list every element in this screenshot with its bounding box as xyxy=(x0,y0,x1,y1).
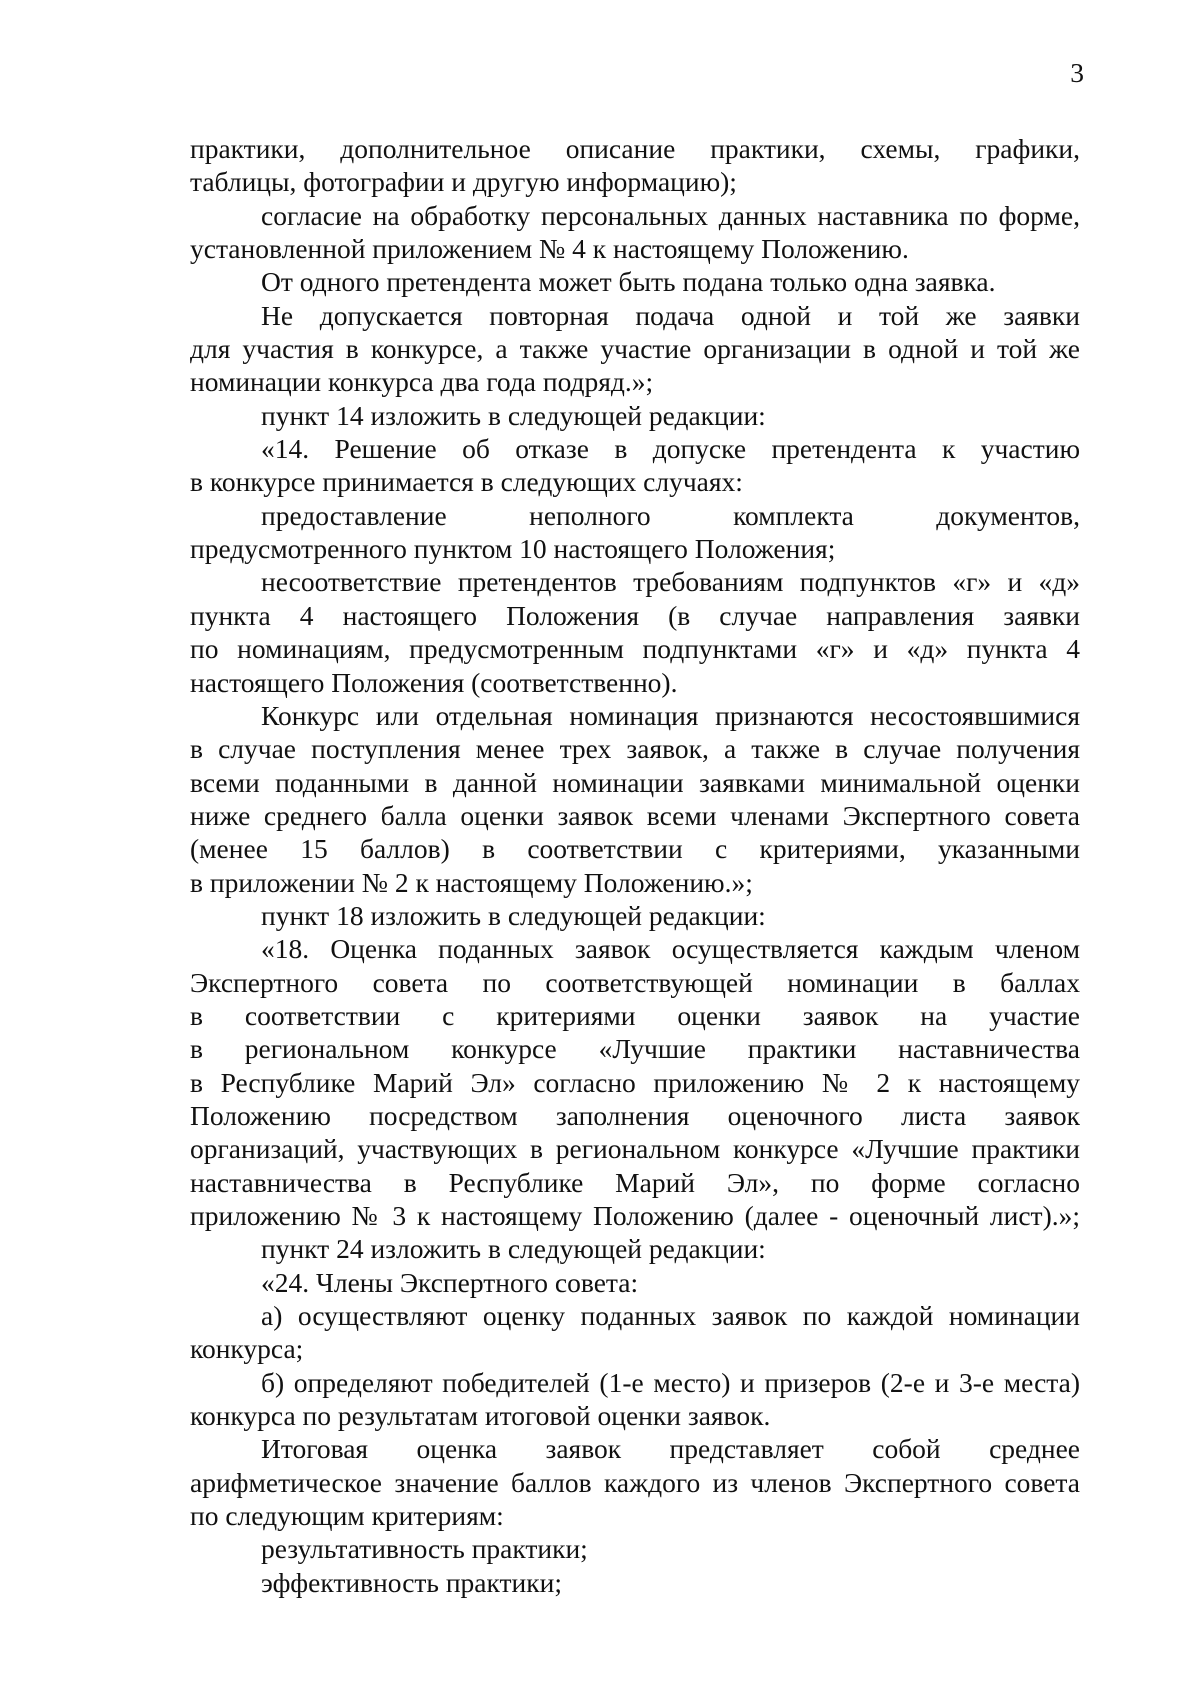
text-line: в конкурсе принимается в следующих случаях: xyxy=(190,466,743,498)
text-line: в приложении № 2 к настоящему Положению.»; xyxy=(190,866,753,898)
text-line: «18. Оценка поданных заявок осуществляется каждым членом xyxy=(261,933,1080,965)
text-line: предоставление неполного комплекта документов, xyxy=(261,499,1080,531)
text-line: результативность практики; xyxy=(261,1533,588,1565)
text-line: пункт 18 изложить в следующей редакции: xyxy=(261,899,766,931)
text-line: практики, дополнительное описание практики, схемы, графики, xyxy=(190,133,1080,164)
text-line: От одного претендента может быть подана только одна заявка. xyxy=(261,266,996,298)
text-line: ниже среднего балла оценки заявок всеми членами Экспертного совета xyxy=(190,799,1080,831)
text-line: эффективность практики; xyxy=(261,1566,562,1598)
document-body xyxy=(190,132,1080,1599)
text-line: б) определяют победителей (1-е место) и призеров (2-е и 3-е места) xyxy=(261,1366,1080,1398)
text-line: таблицы, фотографии и другую информацию); xyxy=(190,166,737,198)
text-line: для участия в конкурсе, а также участие организации в одной и той же xyxy=(190,333,1080,365)
text-line: (менее 15 баллов) в соответствии с критериями, указанными xyxy=(190,833,1080,865)
text-line: пункта 4 настоящего Положения (в случае направления заявки xyxy=(190,599,1080,631)
text-line: в соответствии с критериями оценки заявок на участие xyxy=(190,999,1080,1031)
text-line: конкурса; xyxy=(190,1333,304,1365)
text-line: организаций, участвующих в региональном конкурсе «Лучшие практики xyxy=(190,1133,1080,1165)
text-line: наставничества в Республике Марий Эл», по форме согласно xyxy=(190,1166,1080,1198)
text-line: по следующим критериям: xyxy=(190,1500,504,1532)
text-line: Итоговая оценка заявок представляет собой среднее xyxy=(261,1433,1080,1465)
text-line: Конкурс или отдельная номинация признаются несостоявшимися xyxy=(261,699,1080,731)
text-line: пункт 14 изложить в следующей редакции: xyxy=(261,399,766,431)
text-line: настоящего Положения (соответственно). xyxy=(190,666,678,698)
text-line: несоответствие претендентов требованиям подпунктов «г» и «д» xyxy=(261,566,1080,598)
text-line: «14. Решение об отказе в допуске претендента к участию xyxy=(261,433,1080,465)
text-line: пункт 24 изложить в следующей редакции: xyxy=(261,1233,766,1265)
text-line: приложению № 3 к настоящему Положению (далее - оценочный лист).»; xyxy=(190,1200,1080,1231)
text-line: номинации конкурса два года подряд.»; xyxy=(190,366,654,398)
text-line: в случае поступления менее трех заявок, а также в случае получения xyxy=(190,733,1080,765)
text-line: предусмотренного пунктом 10 настоящего Положения; xyxy=(190,533,836,565)
text-line: Не допускается повторная подача одной и той же заявки xyxy=(261,299,1080,331)
text-line: в Республике Марий Эл» согласно приложению № 2 к настоящему xyxy=(190,1066,1080,1098)
text-line: в региональном конкурсе «Лучшие практики наставничества xyxy=(190,1033,1080,1065)
text-line: по номинациям, предусмотренным подпунктами «г» и «д» пункта 4 xyxy=(190,633,1080,665)
text-line: арифметическое значение баллов каждого из членов Экспертного совета xyxy=(190,1466,1080,1498)
text-line: «24. Члены Экспертного совета: xyxy=(261,1266,639,1298)
text-line: конкурса по результатам итоговой оценки заявок. xyxy=(190,1400,771,1432)
text-line: всеми поданными в данной номинации заявками минимальной оценки xyxy=(190,766,1080,798)
text-line: установленной приложением № 4 к настоящему Положению. xyxy=(190,233,909,265)
text-line: а) осуществляют оценку поданных заявок по каждой номинации xyxy=(261,1300,1080,1332)
text-line: согласие на обработку персональных данных наставника по форме, xyxy=(261,199,1080,231)
text-line: Положению посредством заполнения оценочного листа заявок xyxy=(190,1099,1080,1131)
page-number: 3 xyxy=(1070,57,1084,88)
text-line: Экспертного совета по соответствующей номинации в баллах xyxy=(190,966,1080,998)
